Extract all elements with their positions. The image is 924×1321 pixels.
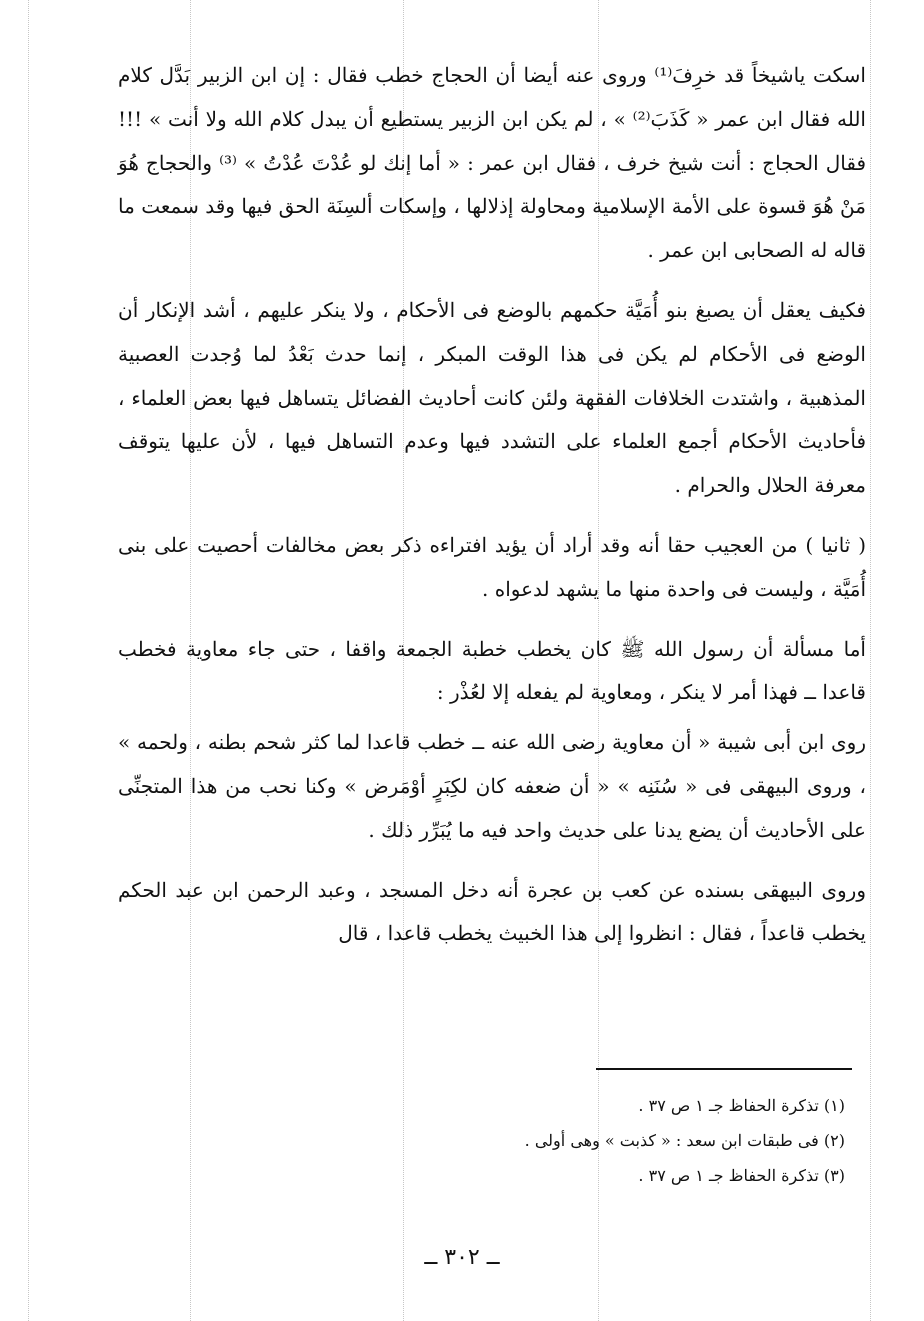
paragraph-3: ( ثانيا ) من العجيب حقا أنه وقد أراد أن يؤيد افتراءه ذكر بعض مخالفات أحصيت على بنى أُمَيَّة ، وليست فى واحدة منها ما يشهد لدعواه . <box>118 532 866 601</box>
footnote-1: (١) تذكرة الحفاظ جـ ١ ص ٣٧ . <box>638 1096 845 1115</box>
footnote-2: (٢) فى طبقات ابن سعد : « كذبت » وهى أولى . <box>524 1131 845 1150</box>
footnotes <box>300 1088 845 1193</box>
footnote-divider <box>596 1068 852 1070</box>
scan-guide-line <box>870 0 871 1321</box>
page-number: ــ ٣٠٢ ــ <box>424 1245 500 1270</box>
paragraph-1: اسكت ياشيخاً قد خرِفَ⁽¹⁾ وروى عنه أيضا أن الحجاج خطب فقال : إن ابن الزبير بَدَّل كلام الله فقال ابن عمر « كَذَبَ⁽²⁾ » ، لم يكن ابن الزبير يستطيع أن يبدل كلام الله ولا أنت » !!! فقال الحجاج : أنت شيخ خرف ، فقال ابن عمر : « أما إنك لو عُدْتَ عُدْتُ » ⁽³⁾ والحجاج هُوَ مَنْ هُوَ قسوة على الأمة الإسلامية ومحاولة إذلالها ، وإسكات ألسِنَة الحق فيها وقد سمعت ما قاله له الصحابى ابن عمر . <box>118 63 866 263</box>
body-text <box>118 54 866 956</box>
footnote-3: (٣) تذكرة الحفاظ جـ ١ ص ٣٧ . <box>638 1166 845 1185</box>
paragraph-4: أما مسألة أن رسول الله ﷺ كان يخطب خطبة الجمعة واقفا ، حتى جاء معاوية فخطب قاعدا ــ فهذا أمر لا ينكر ، ومعاوية لم يفعله إلا لعُذْر : <box>118 636 866 705</box>
paragraph-5: روى ابن أبى شيبة « أن معاوية رضى الله عنه ــ خطب قاعدا لما كثر شحم بطنه ، ولحمه » ، وروى البيهقى فى « سُنَنِه » « أن ضعفه كان لكِبَرٍ أوْمَرض » وكنا نحب من هذا المتجنِّى على الأحاديث أن يضع يدنا على حديث واحد فيه ما يُبَرِّر ذلك . <box>118 730 866 842</box>
paragraph-2: فكيف يعقل أن يصبغ بنو أُمَيَّة حكمهم بالوضع فى الأحكام ، ولا ينكر عليهم ، أشد الإنكار أن الوضع فى الأحكام لم يكن فى هذا الوقت المبكر ، إنما حدث بَعْدُ لما وُجدت العصبية المذهبية ، واشتدت الخلافات الفقهة ولئن كانت أحاديث الفضائل يتساهل فيها بعض العلماء ، فأحاديث الأحكام أجمع العلماء على التشدد فيها وعدم التساهل فيها ، لأن عليها يتوقف معرفة الحلال والحرام . <box>118 297 866 498</box>
scan-guide-line <box>28 0 29 1321</box>
paragraph-6: وروى البيهقى بسنده عن كعب بن عجرة أنه دخل المسجد ، وعبد الرحمن ابن عبد الحكم يخطب قاعداً ، فقال : انظروا إلى هذا الخبيث يخطب قاعدا ، قال <box>118 877 866 946</box>
